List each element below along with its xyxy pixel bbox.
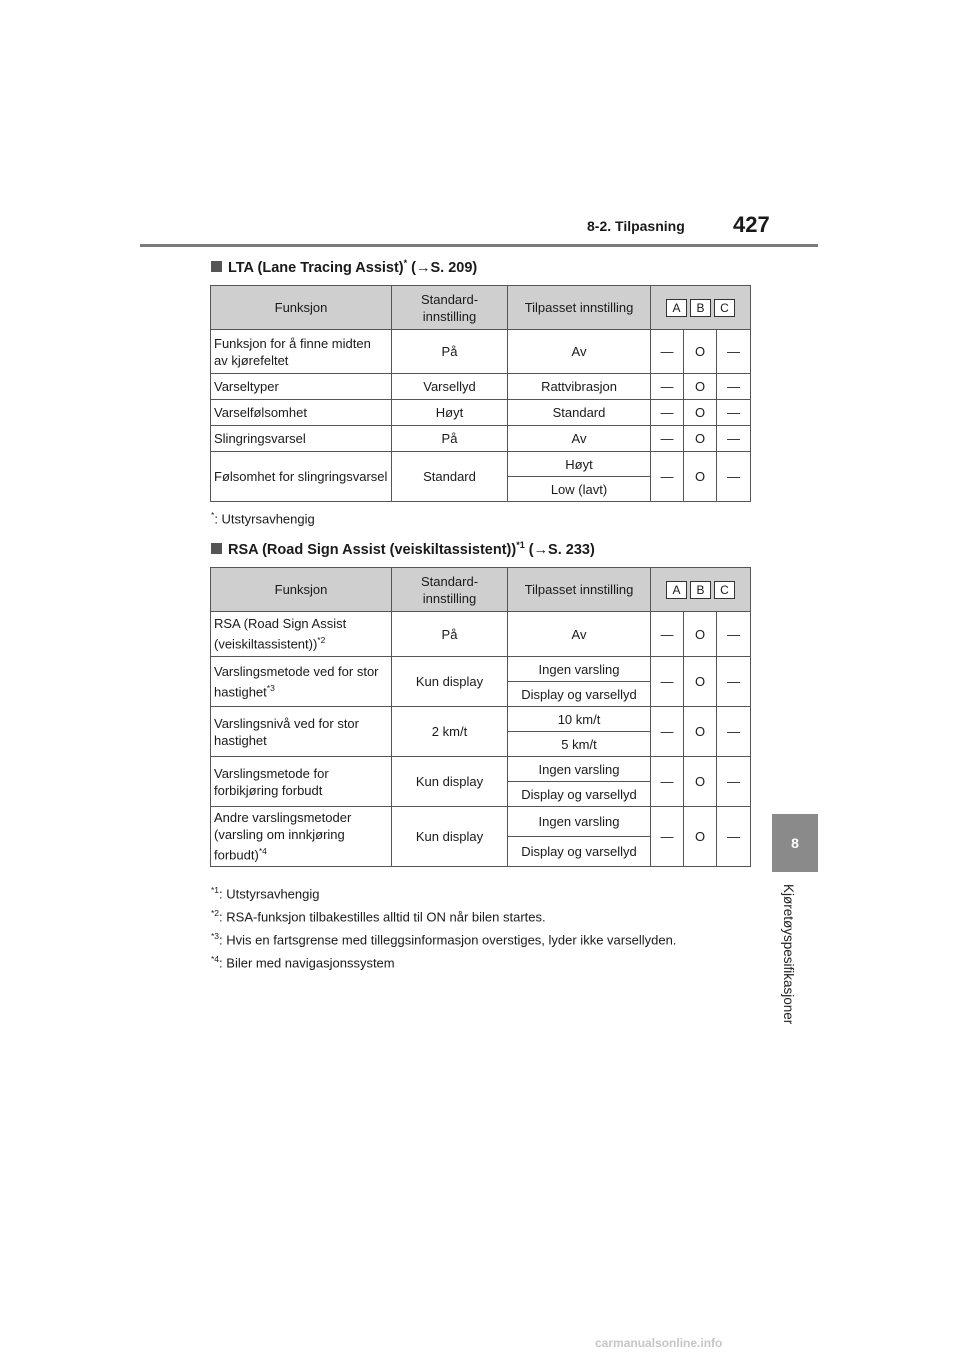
- cell-a: —: [651, 426, 684, 452]
- cell-a: —: [651, 657, 684, 707]
- rsa-section-title: [211, 540, 595, 558]
- cell-funksjon: [211, 657, 392, 707]
- cell-b: O: [684, 426, 717, 452]
- footnote-text: : Biler med navigasjonssystem: [219, 955, 395, 971]
- cell-funksjon: Funksjon for å finne midten av kjørefeltet: [211, 330, 392, 374]
- footnote-marker: *2: [317, 635, 326, 646]
- lta-title-footnote: *: [403, 258, 408, 268]
- table-row: [211, 452, 751, 477]
- cell-a: —: [651, 612, 684, 657]
- table-row: [211, 657, 751, 682]
- cell-a: —: [651, 400, 684, 426]
- cell-standard: 2 km/t: [392, 707, 508, 757]
- cell-funksjon: Varslingsmetode for forbikjøring forbudt: [211, 757, 392, 807]
- footnote-text: : Utstyrsavhengig: [219, 886, 320, 902]
- rsa-title-text: RSA (Road Sign Assist (veiskiltassistent)): [228, 541, 517, 558]
- header-divider: [140, 244, 818, 247]
- table-header-row: [211, 568, 751, 612]
- cell-c: —: [717, 374, 751, 400]
- table-row: [211, 400, 751, 426]
- rsa-footnote: [211, 885, 319, 901]
- cell-tilpasset-option: Ingen varsling: [508, 657, 651, 682]
- cell-c: —: [717, 426, 751, 452]
- cell-tilpasset-option: Ingen varsling: [508, 807, 651, 837]
- footnote-marker: *4: [211, 954, 220, 964]
- lta-section-title: [211, 258, 477, 276]
- mode-b-label: B: [690, 581, 711, 599]
- col-header-abc: [651, 568, 751, 612]
- cell-b: O: [684, 807, 717, 867]
- cell-standard: Varsellyd: [392, 374, 508, 400]
- cell-b: O: [684, 657, 717, 707]
- lta-footnote: [211, 510, 315, 526]
- cell-funksjon-text: RSA (Road Sign Assist (veiskiltassistent)): [214, 616, 347, 652]
- col-header-funksjon: Funksjon: [211, 286, 392, 330]
- rsa-title-footnote: *1: [516, 540, 525, 550]
- cell-tilpasset-option: Low (lavt): [508, 477, 651, 502]
- cell-tilpasset: Av: [508, 330, 651, 374]
- cell-tilpasset: Rattvibrasjon: [508, 374, 651, 400]
- cell-a: —: [651, 707, 684, 757]
- table-row: [211, 707, 751, 732]
- cell-standard: Kun display: [392, 757, 508, 807]
- cell-tilpasset: Av: [508, 612, 651, 657]
- rsa-settings-table: [210, 567, 751, 867]
- cell-tilpasset-option: Ingen varsling: [508, 757, 651, 782]
- table-row: [211, 374, 751, 400]
- cell-tilpasset-option: Display og varsellyd: [508, 837, 651, 867]
- rsa-footnote: [211, 931, 676, 947]
- cell-standard: Høyt: [392, 400, 508, 426]
- table-row: [211, 612, 751, 657]
- col-header-tilpasset: Tilpasset innstilling: [508, 568, 651, 612]
- square-bullet-icon: [211, 543, 222, 554]
- cell-tilpasset-option: Display og varsellyd: [508, 782, 651, 807]
- cell-funksjon: Varseltyper: [211, 374, 392, 400]
- col-header-standard: Standard- innstilling: [392, 568, 508, 612]
- cell-b: O: [684, 374, 717, 400]
- footnote-text: : Hvis en fartsgrense med tilleggsinformasjon overstiges, lyder ikke varsellyden.: [219, 932, 677, 948]
- cell-a: —: [651, 330, 684, 374]
- rsa-page-ref: (→S. 233): [524, 541, 595, 558]
- chapter-label: Kjøretøyspesifikasjoner: [781, 884, 796, 1025]
- cell-standard: På: [392, 612, 508, 657]
- page-number: 427: [733, 212, 770, 237]
- footnote-marker: *2: [211, 908, 220, 918]
- cell-funksjon: Følsomhet for slingringsvarsel: [211, 452, 392, 502]
- cell-a: —: [651, 807, 684, 867]
- table-header-row: [211, 286, 751, 330]
- cell-b: O: [684, 757, 717, 807]
- cell-tilpasset-option: 5 km/t: [508, 732, 651, 757]
- cell-funksjon: [211, 612, 392, 657]
- col-header-funksjon: Funksjon: [211, 568, 392, 612]
- chapter-number: 8: [791, 835, 799, 851]
- lta-page-ref: (→S. 209): [407, 259, 478, 276]
- section-heading: 8-2. Tilpasning: [587, 218, 685, 234]
- cell-a: —: [651, 757, 684, 807]
- footnote-text: : RSA-funksjon tilbakestilles alltid til ON når bilen startes.: [219, 909, 546, 925]
- table-row: [211, 807, 751, 837]
- col-header-tilpasset: Tilpasset innstilling: [508, 286, 651, 330]
- watermark: carmanualsonline.info: [595, 1336, 723, 1350]
- col-header-standard: Standard- innstilling: [392, 286, 508, 330]
- cell-standard: Kun display: [392, 807, 508, 867]
- square-bullet-icon: [211, 261, 222, 272]
- footnote-marker: *1: [211, 885, 220, 895]
- cell-a: —: [651, 452, 684, 502]
- mode-a-label: A: [666, 299, 687, 317]
- cell-c: —: [717, 807, 751, 867]
- chapter-tab: [772, 814, 818, 872]
- cell-c: —: [717, 330, 751, 374]
- cell-standard: Standard: [392, 452, 508, 502]
- cell-standard: På: [392, 426, 508, 452]
- mode-c-label: C: [714, 299, 735, 317]
- cell-b: O: [684, 707, 717, 757]
- lta-title-text: LTA (Lane Tracing Assist): [228, 259, 404, 276]
- footnote-marker: *: [211, 510, 215, 520]
- footnote-marker: *3: [211, 931, 220, 941]
- mode-b-label: B: [690, 299, 711, 317]
- footnote-marker: *4: [258, 846, 267, 857]
- cell-funksjon-text: Andre varslingsmetoder (varsling om innkjøring forbudt): [214, 810, 352, 863]
- cell-c: —: [717, 612, 751, 657]
- cell-tilpasset: Standard: [508, 400, 651, 426]
- cell-b: O: [684, 330, 717, 374]
- cell-tilpasset-option: 10 km/t: [508, 707, 651, 732]
- col-header-abc: [651, 286, 751, 330]
- rsa-footnote: [211, 908, 546, 924]
- cell-funksjon: Varselfølsomhet: [211, 400, 392, 426]
- cell-c: —: [717, 707, 751, 757]
- cell-b: O: [684, 612, 717, 657]
- cell-standard: På: [392, 330, 508, 374]
- cell-funksjon: Slingringsvarsel: [211, 426, 392, 452]
- cell-funksjon: Varslingsnivå ved for stor hastighet: [211, 707, 392, 757]
- rsa-footnote: [211, 954, 395, 970]
- cell-tilpasset-option: Høyt: [508, 452, 651, 477]
- cell-standard: Kun display: [392, 657, 508, 707]
- cell-funksjon: [211, 807, 392, 867]
- cell-c: —: [717, 400, 751, 426]
- table-row: [211, 757, 751, 782]
- cell-a: —: [651, 374, 684, 400]
- footnote-marker: *3: [266, 682, 275, 693]
- mode-c-label: C: [714, 581, 735, 599]
- mode-a-label: A: [666, 581, 687, 599]
- cell-tilpasset-option: Display og varsellyd: [508, 682, 651, 707]
- footnote-text: : Utstyrsavhengig: [214, 511, 315, 527]
- cell-tilpasset: Av: [508, 426, 651, 452]
- cell-b: O: [684, 400, 717, 426]
- lta-settings-table: [210, 285, 751, 502]
- cell-c: —: [717, 757, 751, 807]
- cell-c: —: [717, 452, 751, 502]
- cell-c: —: [717, 657, 751, 707]
- cell-b: O: [684, 452, 717, 502]
- table-row: [211, 330, 751, 374]
- cell-funksjon-text: Varslingsmetode ved for stor hastighet: [214, 663, 379, 700]
- table-row: [211, 426, 751, 452]
